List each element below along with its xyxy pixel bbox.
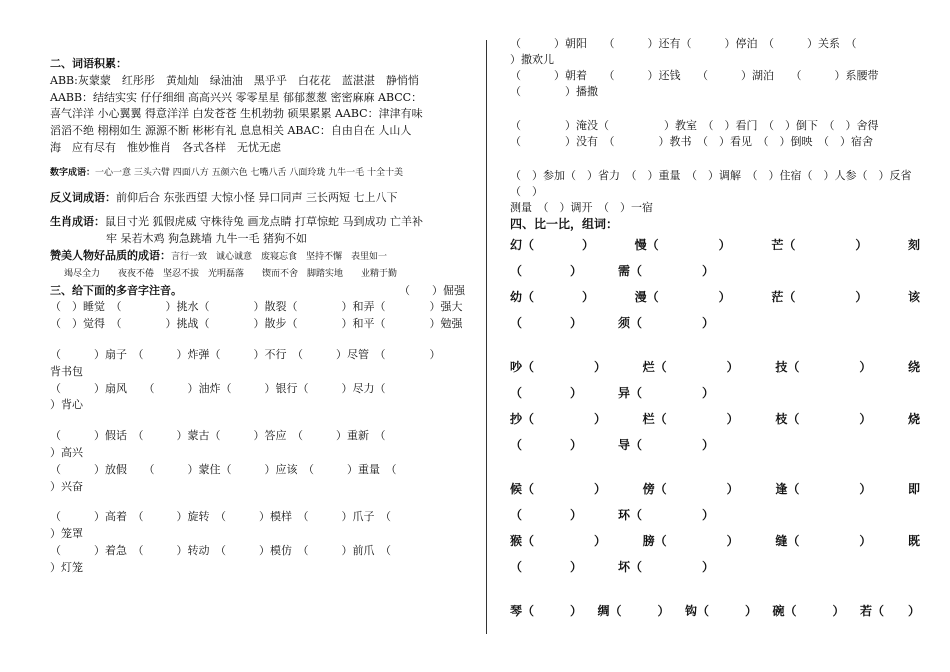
compare-row	[510, 502, 920, 528]
left-column	[50, 56, 465, 577]
polyphone-row: （ ）睡觉 （ ）挑水（ ）散裂（ ）和弄（ ）强大	[50, 300, 463, 314]
compare-item: （ ）	[510, 508, 583, 522]
number-idioms-label: 数字成语：	[50, 167, 96, 178]
polyphone-row: （ ）扇子 （ ）炸弹（ ）不行 （ ）尽管 （ ）	[50, 347, 441, 361]
praise-idioms-text: 言行一致 诚心诚意 废寝忘食 坚持不懈 表里如一	[171, 251, 388, 262]
polyphone-row: ）撒欢儿	[510, 53, 554, 66]
compare-item: 候（ ）	[510, 482, 607, 496]
compare-item: 坏（ ）	[618, 560, 715, 574]
compare-item: （ ）	[510, 386, 583, 400]
compare-row	[510, 598, 920, 624]
compare-item: （ ）	[510, 438, 583, 452]
compare-item: 异（ ）	[618, 386, 715, 400]
compare-item: 绸（ ）	[597, 604, 670, 618]
compare-item: （ ）	[510, 264, 583, 278]
compare-item: 碗（ ）	[772, 604, 845, 618]
compare-item: 琴（ ）	[510, 604, 583, 618]
compare-row	[510, 232, 920, 258]
compare-item: 钩（ ）	[684, 604, 757, 618]
compare-row	[510, 284, 920, 310]
polyphone-row: ）兴奋	[50, 479, 83, 493]
polyphone-row: （ ）着急 （ ）转动 （ ）模仿 （ ）前爪 （	[50, 543, 391, 557]
compare-item: 茫（ ）	[771, 290, 868, 304]
polyphone-row: ）灯笼	[50, 560, 83, 574]
compare-row	[510, 310, 920, 336]
compare-item: （ ）	[510, 316, 583, 330]
compare-item: 技（ ）	[775, 360, 872, 374]
zodiac-idioms-cont: 牢 呆若木鸡 狗急跳墙 九牛一毛 猪狗不如	[106, 232, 307, 246]
abcc-words-1: 喜气洋洋 小心翼翼 得意洋洋 白发苍苍 生机勃勃 硕果累累 AABC：津津有味	[50, 107, 423, 121]
compare-row	[510, 432, 920, 458]
polyphone-row: （ ）朝着 （ ）还钱 （ ）湖泊 （ ）系腰带	[510, 69, 879, 82]
compare-item: 枝（ ）	[775, 412, 872, 426]
compare-row	[510, 554, 920, 580]
polyphone-row: （ ）高着 （ ）旋转 （ ）模样 （ ）爪子 （	[50, 510, 391, 524]
compare-item: 烂（ ）	[642, 360, 739, 374]
compare-item: 绕	[907, 360, 920, 374]
zodiac-idioms-label: 生肖成语：	[50, 215, 105, 229]
compare-item: 膀（ ）	[642, 534, 739, 548]
compare-item: 抄（ ）	[510, 412, 607, 426]
compare-row	[510, 258, 920, 284]
number-idioms-text: 一心一意 三头六臂 四面八方 五颜六色 七嘴八舌 八面玲珑 九牛一毛 十全十美	[95, 167, 404, 178]
polyphone-row: （ ）播撒	[510, 85, 598, 98]
antonym-idioms-text: 前仰后合 东张西望 大惊小怪 异口同声 三长两短 七上八下	[116, 190, 398, 204]
compare-item: 烧	[907, 412, 920, 426]
praise-idioms-label: 赞美人物好品质的成语：	[50, 248, 171, 262]
section-3-tail: （ ）倔强	[399, 283, 465, 297]
polyphone-row: （ ）朝阳 （ ）还有（ ）停泊 （ ）关系 （	[510, 37, 857, 50]
aabb-words: AABB：结结实实 仔仔细细 高高兴兴 零零星星 郁郁葱葱 密密麻麻 ABCC：	[50, 90, 423, 104]
compare-item: 猴（ ）	[510, 534, 607, 548]
compare-item: 逢（ ）	[775, 482, 872, 496]
antonym-idioms	[50, 190, 465, 207]
compare-item: 需（ ）	[618, 264, 715, 278]
praise-idioms-cont: 竭尽全力 夜夜不倦 坚忍不拔 光明磊落 锲而不舍 脚踏实地 业精于勤	[64, 268, 398, 279]
section-2-title: 二、词语积累：	[50, 57, 127, 70]
polyphone-row: ）背心	[50, 398, 83, 412]
compare-item: 栏（ ）	[642, 412, 739, 426]
abb-words: ABB:灰蒙蒙 红彤彤 黄灿灿 绿油油 黑乎乎 白花花 蓝湛湛 静悄悄	[50, 73, 419, 87]
compare-row	[510, 528, 920, 554]
compare-item: 刻	[907, 238, 920, 252]
compare-item: 缝（ ）	[775, 534, 872, 548]
compare-item: 漫（ ）	[634, 290, 731, 304]
compare-row	[510, 380, 920, 406]
compare-item: 吵（ ）	[510, 360, 607, 374]
polyphone-row: （ ）淹没（ ）教室 （ ）看门 （ ）倒下 （ ）舍得	[510, 119, 879, 132]
right-column	[510, 36, 923, 624]
section-3-title: 三、给下面的多音字注音。	[50, 283, 182, 297]
compare-item: 傍（ ）	[642, 482, 739, 496]
polyphone-row: （ ）假话 （ ）蒙古（ ）答应 （ ）重新 （	[50, 429, 386, 443]
number-idioms	[50, 165, 465, 182]
antonym-idioms-label: 反义词成语：	[50, 190, 116, 204]
compare-row	[510, 354, 920, 380]
zodiac-idioms	[50, 214, 465, 231]
compare-item: 幼（ ）	[510, 290, 595, 304]
compare-item: 即	[907, 482, 920, 496]
polyphone-row: （ ）参加（ ）省力 （ ）重量 （ ）调解 （ ）住宿（ ）人参（ ）反省 （ ）	[510, 169, 923, 198]
polyphone-row: 背书包	[50, 364, 83, 378]
zodiac-idioms-text: 鼠目寸光 狐假虎威 守株待兔 画龙点睛 打草惊蛇 马到成功 亡羊补	[105, 215, 423, 229]
polyphone-row: （ ）放假 （ ）蒙住（ ）应该 （ ）重量 （	[50, 462, 397, 476]
abcc-words-3: 海 应有尽有 惟妙惟肖 各式各样 无忧无虑	[50, 140, 281, 154]
praise-idioms	[50, 248, 465, 266]
polyphone-row: （ ）扇风 （ ）油炸（ ）银行（ ）尽力（	[50, 381, 386, 395]
abcc-words-2: 滔滔不绝 栩栩如生 源源不断 彬彬有礼 息息相关 ABAC：自由自在 人山人	[50, 124, 412, 138]
compare-item: 芒（ ）	[771, 238, 868, 252]
column-divider	[486, 40, 487, 634]
compare-item: 若（ ）	[859, 604, 920, 618]
compare-row	[510, 406, 920, 432]
compare-item: 慢（ ）	[634, 238, 731, 252]
polyphone-row: 测量 （ ）调开 （ ）一宿	[510, 201, 653, 214]
polyphone-row: （ ）觉得 （ ）挑战（ ）散步（ ）和平（ ）勉强	[50, 317, 463, 331]
polyphone-row: ）高兴	[50, 445, 83, 459]
compare-item: 该	[907, 290, 920, 304]
compare-item: 幻（ ）	[510, 238, 595, 252]
compare-item: 环（ ）	[618, 508, 715, 522]
polyphone-row: ）笼罩	[50, 527, 83, 541]
compare-row	[510, 476, 920, 502]
section-4-title: 四、比一比，组词：	[510, 217, 619, 231]
section-3-header	[50, 283, 465, 300]
compare-item: （ ）	[510, 560, 583, 574]
compare-item: 须（ ）	[618, 316, 715, 330]
polyphone-row: （ ）没有 （ ）教书 （ ）看见 （ ）倒映 （ ）宿舍	[510, 135, 873, 148]
compare-item: 既	[907, 534, 920, 548]
compare-item: 导（ ）	[618, 438, 715, 452]
